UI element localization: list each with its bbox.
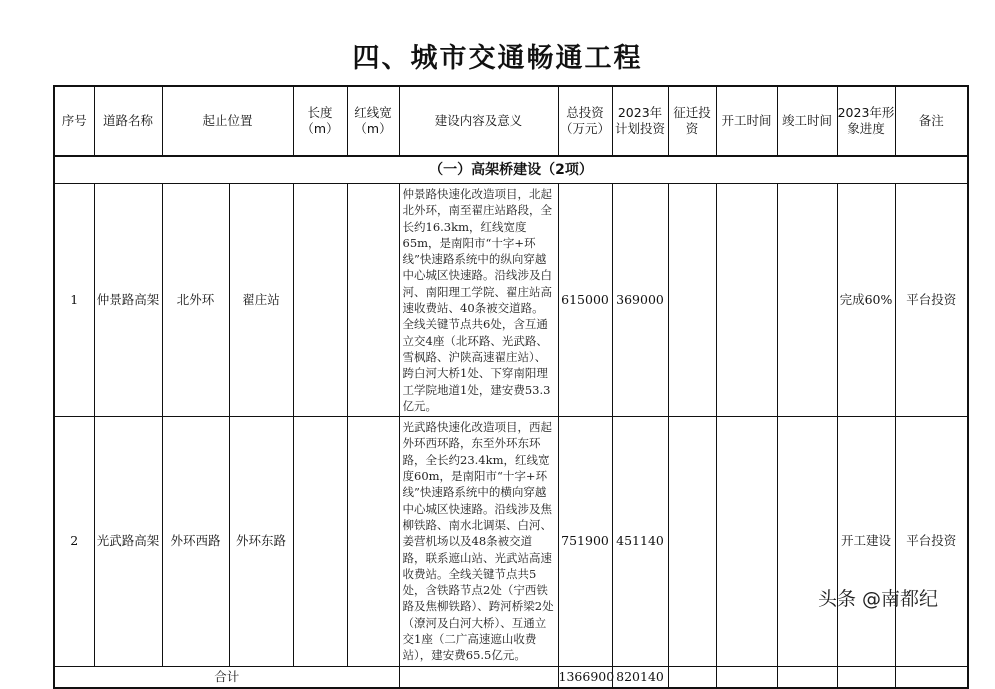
cell-remarks: 平台投资 (895, 417, 968, 666)
header-start-end: 起止位置 (162, 86, 293, 156)
total-empty (895, 666, 968, 688)
cell-road-name: 仲景路高架 (94, 184, 162, 417)
cell-road-name: 光武路高架 (94, 417, 162, 666)
cell-completion-time (777, 417, 837, 666)
cell-red-line-width (347, 417, 399, 666)
cell-content: 光武路快速化改造项目，西起外环西环路，东至外环东环路，全长约23.4km，红线宽度60m，是南阳市“十字+环线”快速路系统中的横向穿越中心城区快速路。沿线涉及焦柳铁路、南水北调渠、白河、姜营机场以及48条被交道路，联系遮山站、光武站高速收费站。全线关键节点共5处，含铁路节点2处（宁西铁路及焦柳铁路）、跨河桥梁2处（潦河及白河大桥）、互通立交1座（二广高速遮山收费站），建安费65.5亿元。 (399, 417, 558, 666)
header-start-time: 开工时间 (716, 86, 777, 156)
cell-seq: 2 (54, 417, 94, 666)
header-total-investment: 总投资（万元） (558, 86, 612, 156)
page-title: 四、城市交通畅通工程 (352, 43, 643, 74)
total-investment-sum: 1366900 (558, 666, 612, 688)
cell-progress-2023: 完成60% (837, 184, 895, 417)
cell-completion-time (777, 184, 837, 417)
total-row (54, 666, 968, 688)
cell-relocation (668, 417, 716, 666)
header-red-line-width: 红线宽（m） (347, 86, 399, 156)
cell-start: 外环西路 (162, 417, 229, 666)
cell-red-line-width (347, 184, 399, 417)
cell-start: 北外环 (162, 184, 229, 417)
header-row (54, 86, 968, 156)
total-content-empty (399, 666, 558, 688)
header-seq: 序号 (54, 86, 94, 156)
total-empty (837, 666, 895, 688)
table-row (54, 184, 968, 417)
cell-content: 仲景路快速化改造项目，北起北外环，南至翟庄站路段，全长约16.3km，红线宽度65m，是南阳市“十字+环线”快速路系统中的纵向穿越中心城区快速路。沿线涉及白河、南阳理工学院、翟庄站高速收费站、40条被交道路。全线关键节点共6处，含互通立交4座（北环路、光武路、雪枫路、沪陕高速翟庄站）、跨白河大桥1处、下穿南阳理工学院地道1处，建安费53.3亿元。 (399, 184, 558, 417)
watermark-text: 头条 @南都纪 (818, 588, 939, 610)
total-empty (777, 666, 837, 688)
cell-length (293, 417, 347, 666)
cell-seq: 1 (54, 184, 94, 417)
total-empty (668, 666, 716, 688)
cell-plan-2023: 369000 (612, 184, 668, 417)
header-road-name: 道路名称 (94, 86, 162, 156)
header-plan-2023: 2023年计划投资 (612, 86, 668, 156)
header-relocation: 征迁投资 (668, 86, 716, 156)
cell-total-investment: 615000 (558, 184, 612, 417)
cell-total-investment: 751900 (558, 417, 612, 666)
total-label: 合计 (54, 666, 399, 688)
cell-remarks: 平台投资 (895, 184, 968, 417)
header-remarks: 备注 (895, 86, 968, 156)
header-completion-time: 竣工时间 (777, 86, 837, 156)
cell-start-time (716, 184, 777, 417)
table-row (54, 417, 968, 666)
header-content: 建设内容及意义 (399, 86, 558, 156)
cell-plan-2023: 451140 (612, 417, 668, 666)
cell-end: 外环东路 (229, 417, 293, 666)
total-empty (716, 666, 777, 688)
header-progress-2023: 2023年形象进度 (837, 86, 895, 156)
cell-length (293, 184, 347, 417)
cell-end: 翟庄站 (229, 184, 293, 417)
total-plan-2023-sum: 820140 (612, 666, 668, 688)
section-title: （一）高架桥建设（2项） (54, 156, 968, 184)
header-length: 长度（m） (293, 86, 347, 156)
cell-start-time (716, 417, 777, 666)
cell-relocation (668, 184, 716, 417)
section-row (54, 156, 968, 184)
cell-progress-2023: 开工建设 (837, 417, 895, 666)
